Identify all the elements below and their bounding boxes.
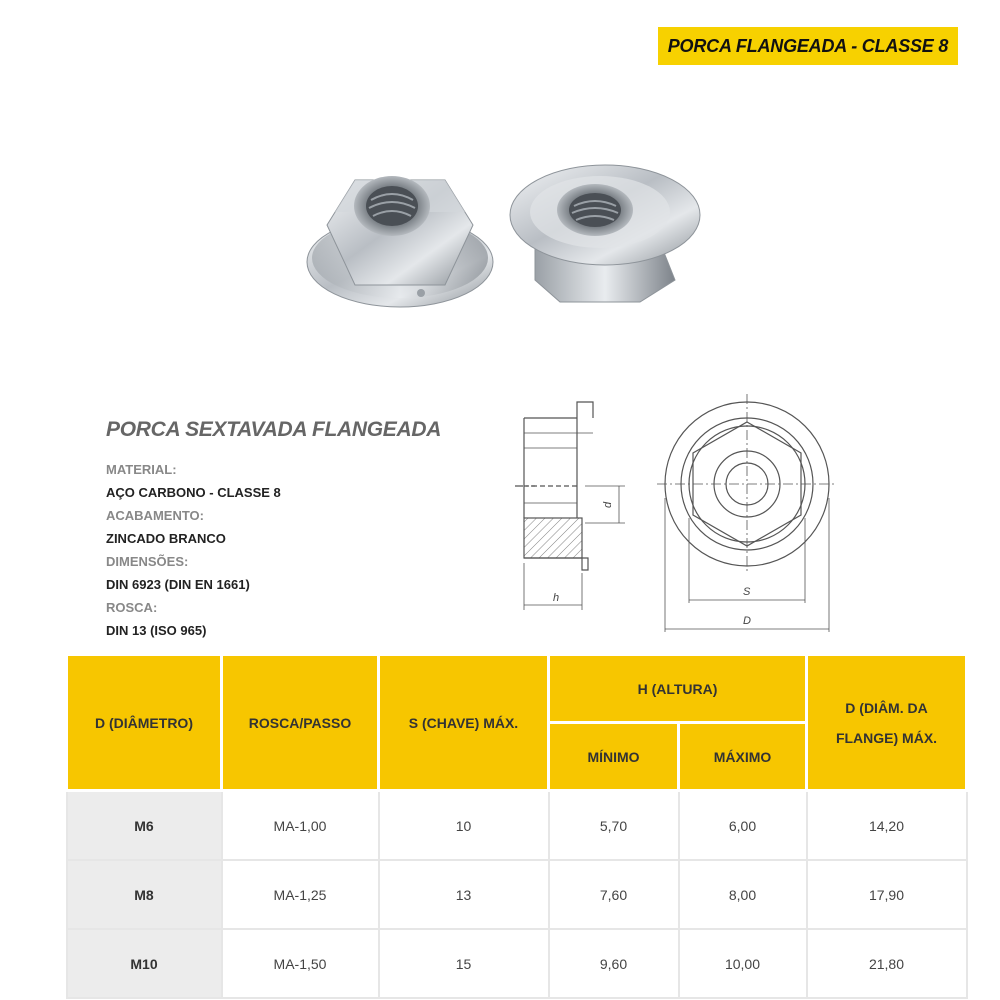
- product-name: PORCA SEXTAVADA FLANGEADA: [106, 418, 442, 441]
- nut-left: [307, 176, 493, 307]
- top-view: [657, 394, 837, 574]
- header-diameter: D (DIÂMETRO): [67, 655, 222, 791]
- cell-flange: 17,90: [807, 860, 967, 929]
- side-view: [515, 402, 593, 570]
- header-flange-line2: FLANGE) MÁX.: [835, 729, 938, 746]
- thread-label: ROSCA:: [106, 600, 158, 615]
- page-title: PORCA FLANGEADA - CLASSE 8: [667, 35, 949, 56]
- spec-list: [106, 458, 436, 642]
- table-row: [67, 929, 967, 998]
- cell-wrench: 13: [379, 860, 549, 929]
- cell-wrench: 10: [379, 791, 549, 861]
- header-wrench: S (CHAVE) MÁX.: [379, 655, 549, 791]
- cell-diameter: M6: [67, 791, 222, 861]
- cell-thread: MA-1,25: [222, 860, 379, 929]
- cell-hmin: 7,60: [549, 860, 679, 929]
- header-flange-line1: D (DIÂM. DA: [845, 699, 928, 716]
- cell-hmax: 6,00: [679, 791, 807, 861]
- header-max: MÁXIMO: [679, 723, 807, 791]
- cell-hmax: 10,00: [679, 929, 807, 998]
- dimensions-label: DIMENSÕES:: [106, 554, 189, 569]
- dimensions-value: DIN 6923 (DIN EN 1661): [106, 577, 250, 592]
- cell-hmax: 8,00: [679, 860, 807, 929]
- cell-thread: MA-1,00: [222, 791, 379, 861]
- finish-value: ZINCADO BRANCO: [106, 531, 226, 546]
- header-min: MÍNIMO: [549, 723, 679, 791]
- header-thread: ROSCA/PASSO: [222, 655, 379, 791]
- cell-hmin: 9,60: [549, 929, 679, 998]
- dim-D-label: D: [743, 615, 751, 627]
- material-value: AÇO CARBONO - CLASSE 8: [106, 485, 281, 500]
- product-photo: [295, 150, 735, 330]
- header-flange: [807, 655, 967, 791]
- cell-flange: 21,80: [807, 929, 967, 998]
- cell-wrench: 15: [379, 929, 549, 998]
- cell-flange: 14,20: [807, 791, 967, 861]
- finish-label: ACABAMENTO:: [106, 508, 204, 523]
- thread-value: DIN 13 (ISO 965): [106, 623, 207, 638]
- spec-table: [65, 653, 968, 999]
- cell-hmin: 5,70: [549, 791, 679, 861]
- technical-drawing: [505, 388, 850, 638]
- header-height: H (ALTURA): [549, 655, 807, 723]
- dim-h-label: h: [553, 592, 560, 604]
- nut-right: [510, 165, 700, 302]
- title-badge: [658, 27, 958, 65]
- cell-diameter: M8: [67, 860, 222, 929]
- table-row: [67, 860, 967, 929]
- material-label: MATERIAL:: [106, 462, 177, 477]
- dim-d-label: d: [602, 501, 614, 508]
- dim-s-label: S: [743, 586, 751, 598]
- cell-diameter: M10: [67, 929, 222, 998]
- cell-thread: MA-1,50: [222, 929, 379, 998]
- table-row: [67, 791, 967, 861]
